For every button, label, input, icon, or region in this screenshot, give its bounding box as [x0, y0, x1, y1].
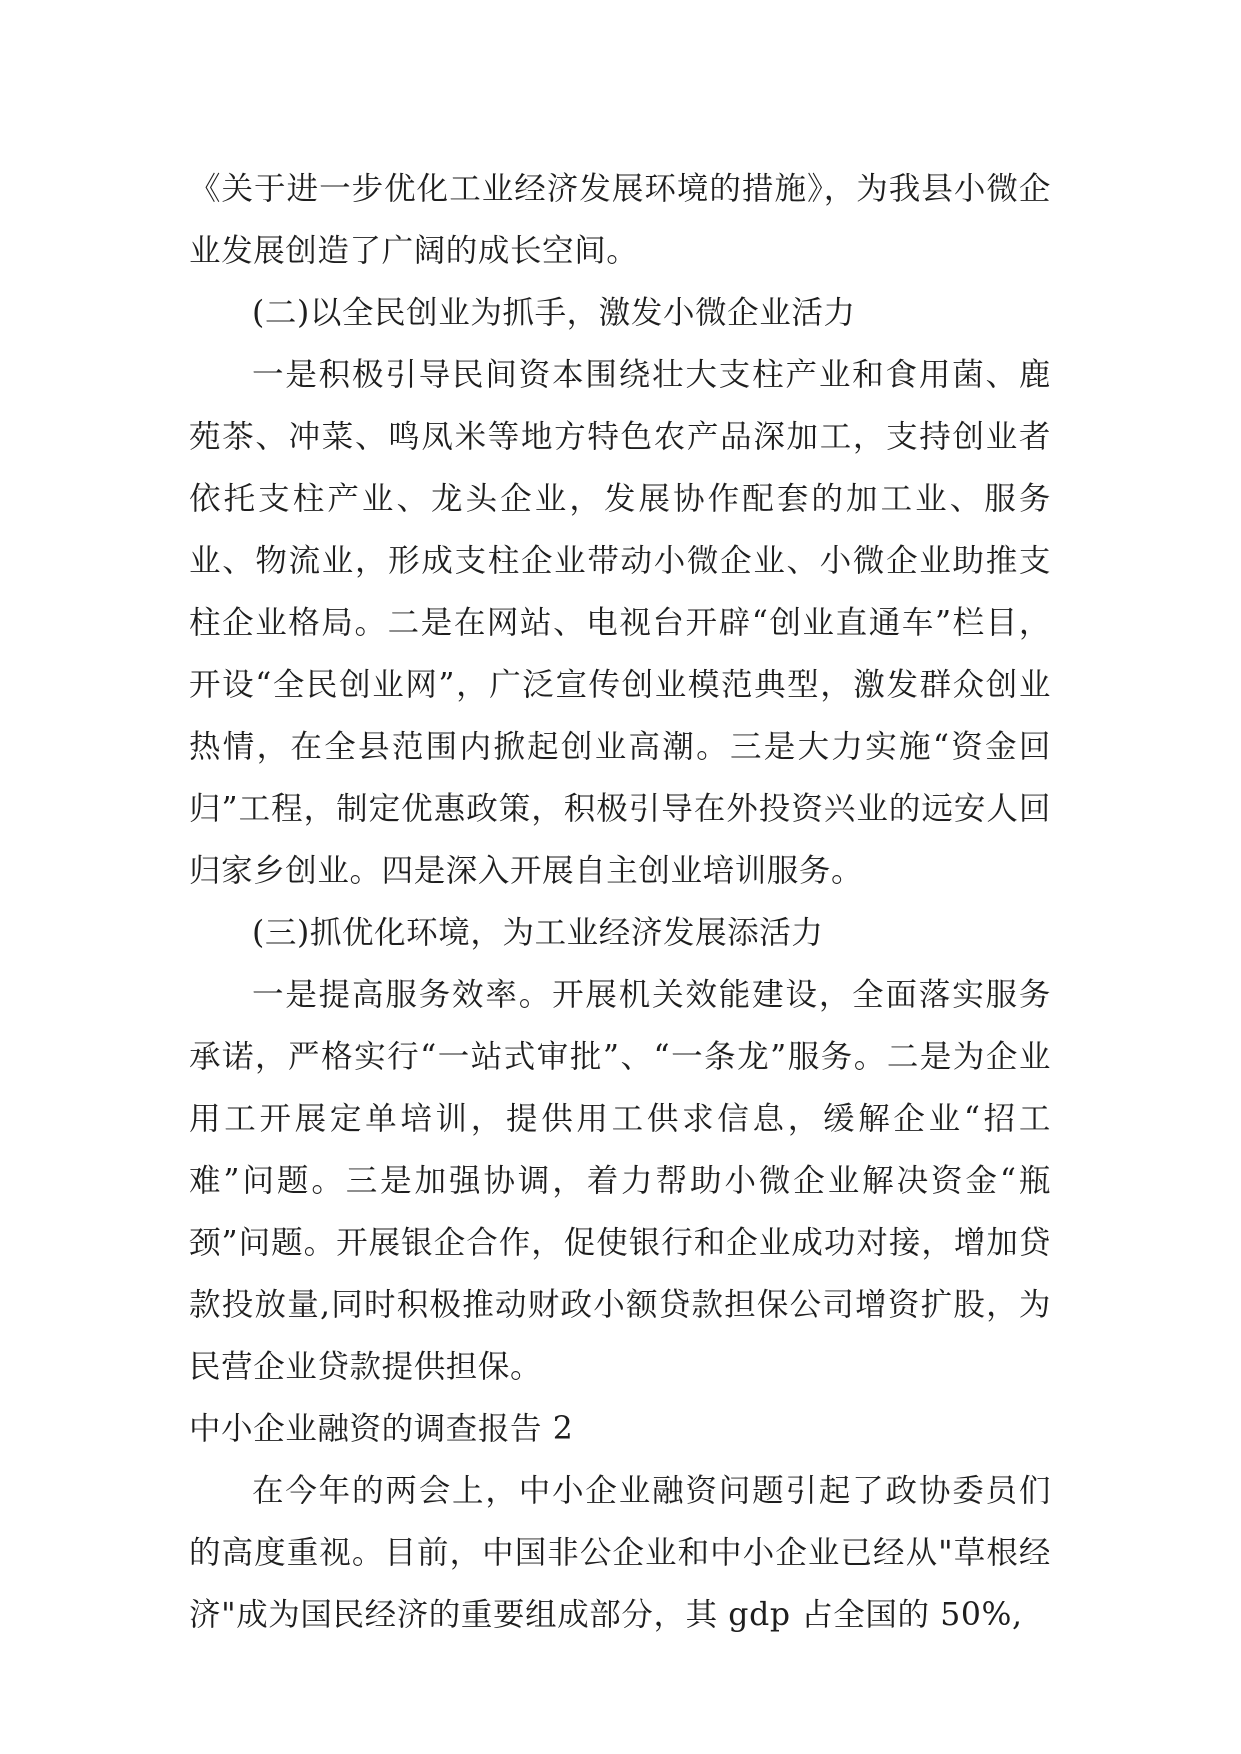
paragraph-continuation: 《关于进一步优化工业经济发展环境的措施》，为我县小微企业发展创造了广阔的成长空间。 — [189, 171, 1051, 269]
section-heading-2: (二)以全民创业为抓手，激发小微企业活力 — [252, 295, 856, 331]
report-title: 中小企业融资的调查报告 2 — [189, 1411, 574, 1447]
paragraph-environment: 一是提高服务效率。开展机关效能建设，全面落实服务承诺，严格实行“一站式审批”、“一条龙”服务。二是为企业用工开展定单培训，提供用工供求信息，缓解企业“招工难”问题。三是加强协调，着力帮助小微企业解决资金“瓶颈”问题。开展银企合作，促使银行和企业成功对接，增加贷款投放量,同时积极推动财政小额贷款担保公司增资扩股，为民营企业贷款提供担保。 — [189, 977, 1051, 1385]
paragraph-financing-intro: 在今年的两会上，中小企业融资问题引起了政协委员们的高度重视。目前，中国非公企业和中小企业已经从"草根经济"成为国民经济的重要组成部分，其 gdp 占全国的 50%, — [189, 1473, 1051, 1633]
paragraph-entrepreneurship: 一是积极引导民间资本围绕壮大支柱产业和食用菌、鹿苑茶、冲菜、鸣凤米等地方特色农产品深加工，支持创业者依托支柱产业、龙头企业，发展协作配套的加工业、服务业、物流业，形成支柱企业带动小微企业、小微企业助推支柱企业格局。二是在网站、电视台开辟“创业直通车”栏目，开设“全民创业网”，广泛宣传创业模范典型，激发群众创业热情，在全县范围内掀起创业高潮。三是大力实施“资金回归”工程，制定优惠政策，积极引导在外投资兴业的远安人回归家乡创业。四是深入开展自主创业培训服务。 — [189, 357, 1051, 889]
document-body — [189, 158, 1051, 1646]
section-heading-3: (三)抓优化环境，为工业经济发展添活力 — [252, 915, 824, 951]
